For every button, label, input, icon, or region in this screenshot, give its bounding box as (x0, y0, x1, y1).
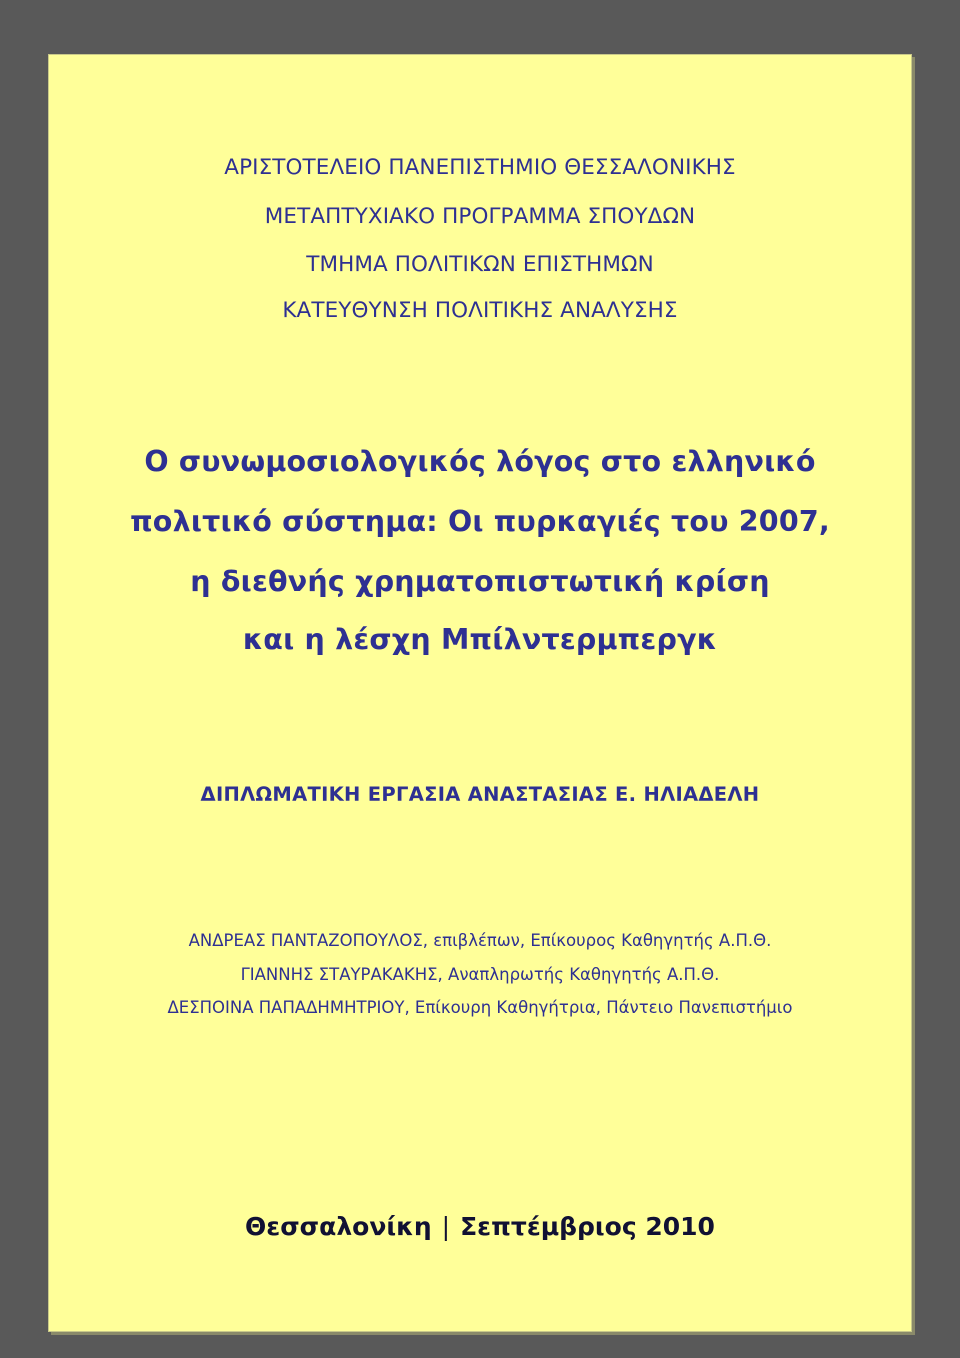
program-name: ΜΕΤΑΠΤΥΧΙΑΚΟ ΠΡΟΓΡΑΜΜΑ ΣΠΟΥΔΩΝ (264, 204, 696, 229)
footer-separator: | (441, 1212, 451, 1241)
thesis-title-line-3: η διεθνής χρηματοπιστωτική κρίση (190, 565, 770, 598)
city: Θεσσαλονίκη (245, 1212, 432, 1241)
cover-page (48, 54, 912, 1332)
thesis-title-line-4: και η λέσχη Μπίλντερμπεργκ (242, 623, 718, 656)
place-date (49, 1212, 911, 1241)
committee-member-3: ΔΕΣΠΟΙΝΑ ΠΑΠΑΔΗΜΗΤΡΙΟΥ, Επίκουρη Καθηγήτρια, Πάντειο Πανεπιστήμιο (167, 998, 793, 1017)
committee-member-1: ΑΝΔΡΕΑΣ ΠΑΝΤΑΖΟΠΟΥΛΟΣ, επιβλέπων, Επίκουρος Καθηγητής Α.Π.Θ. (188, 931, 772, 950)
date: Σεπτέμβριος 2010 (460, 1212, 715, 1241)
author-line: ΔΙΠΛΩΜΑΤΙΚΗ ΕΡΓΑΣΙΑ ΑΝΑΣΤΑΣΙΑΣ Ε. ΗΛΙΑΔΕΛΗ (200, 783, 760, 806)
committee-member-2: ΓΙΑΝΝΗΣ ΣΤΑΥΡΑΚΑΚΗΣ, Αναπληρωτής Καθηγητής Α.Π.Θ. (240, 965, 720, 984)
specialization-name: ΚΑΤΕΥΘΥΝΣΗ ΠΟΛΙΤΙΚΗΣ ΑΝΑΛΥΣΗΣ (282, 298, 678, 323)
department-name: ΤΜΗΜΑ ΠΟΛΙΤΙΚΩΝ ΕΠΙΣΤΗΜΩΝ (306, 252, 654, 277)
university-name: ΑΡΙΣΤΟΤΕΛΕΙΟ ΠΑΝΕΠΙΣΤΗΜΙΟ ΘΕΣΣΑΛΟΝΙΚΗΣ (224, 155, 736, 180)
thesis-title-line-1: Ο συνωμοσιολογικός λόγος στο ελληνικό (144, 445, 816, 478)
thesis-title-line-2: πολιτικό σύστημα: Οι πυρκαγιές του 2007, (130, 505, 830, 538)
